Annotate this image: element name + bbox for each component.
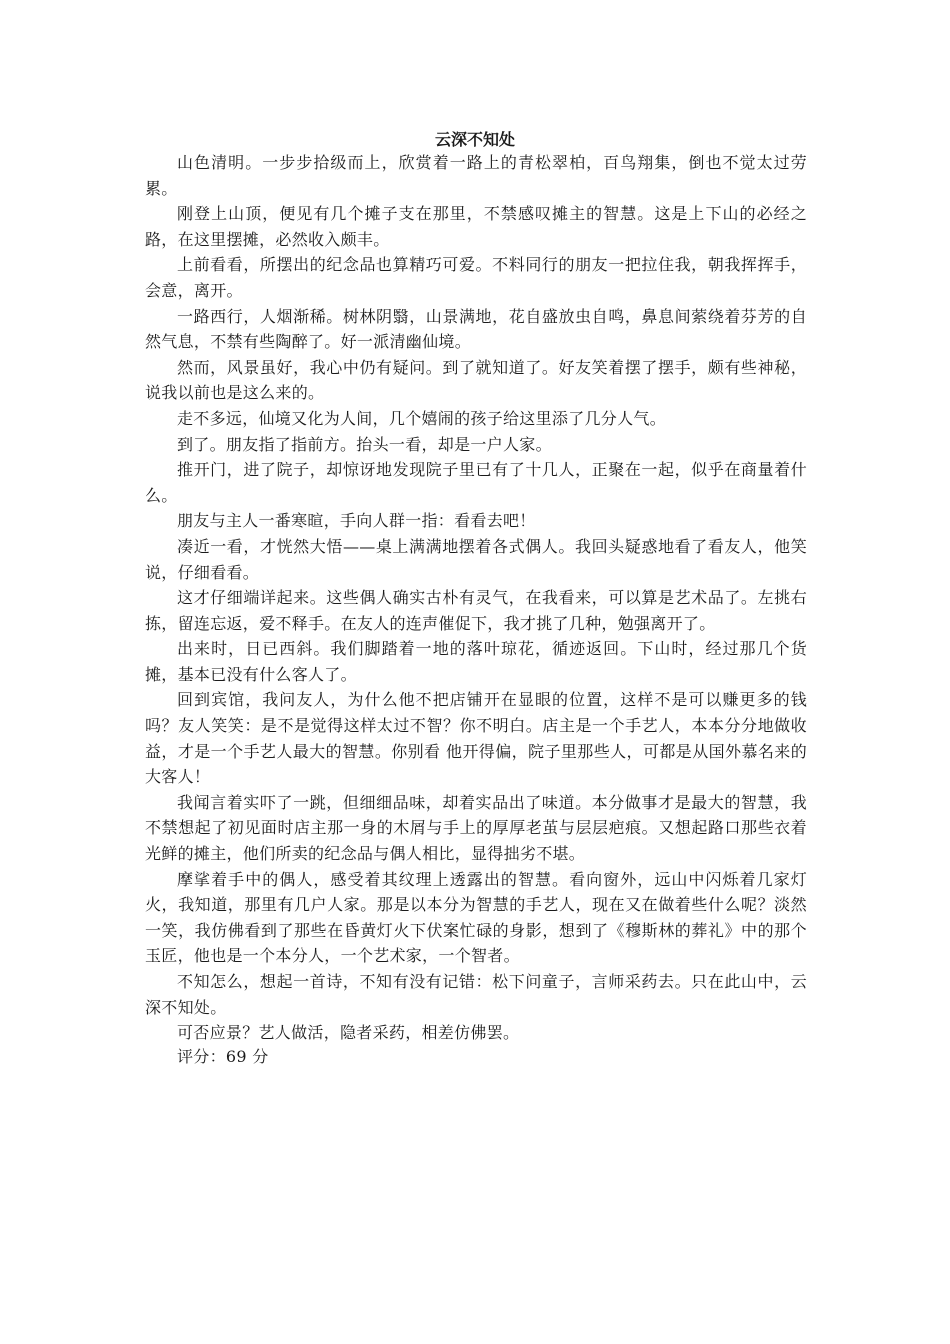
paragraph-11: 这才仔细端详起来。这些偶人确实古朴有灵气，在我看来，可以算是艺术品了。左挑右拣，留连忘返，爱不释手。在友人的连声催促下，我才挑了几种，勉强离开了。 (145, 588, 807, 633)
paragraph-1: 山色清明。一步步拾级而上，欣赏着一路上的青松翠柏，百鸟翔集，倒也不觉太过劳累。 (145, 153, 807, 198)
paragraph-17: 可否应景？艺人做活，隐者采药，相差仿佛罢。 (177, 1023, 520, 1043)
paragraph-10: 凑近一看，才恍然大悟——桌上满满地摆着各式偶人。我回头疑惑地看了看友人，他笑说，仔细看看。 (145, 536, 807, 582)
paragraph-6: 走不多远，仙境又化为人间，几个嬉闹的孩子给这里添了几分人气。 (177, 408, 667, 428)
paragraph-2: 刚登上山顶，便见有几个摊子支在那里，不禁感叹摊主的智慧。这是上下山的必经之路，在这里摆摊，必然收入颇丰。 (145, 204, 807, 249)
paragraph-3: 上前看看，所摆出的纪念品也算精巧可爱。不料同行的朋友一把拉住我，朝我挥挥手，会意，离开。 (145, 255, 807, 300)
paragraph-7: 到了。朋友指了指前方。抬头一看，却是一户人家。 (177, 434, 552, 454)
paragraph-4: 一路西行，人烟渐稀。树林阴翳，山景满地，花自盛放虫自鸣，鼻息间萦绕着芬芳的自然气息，不禁有些陶醉了。好一派清幽仙境。 (145, 306, 807, 352)
essay-title: 云深不知处 (434, 130, 515, 149)
score-line: 评分：69 分 (177, 1047, 269, 1066)
paragraph-16: 不知怎么，想起一首诗，不知有没有记错：松下问童子，言师采药去。只在此山中，云深不知处。 (145, 972, 807, 1017)
paragraph-14: 我闻言着实吓了一跳，但细细品味，却着实品出了味道。本分做事才是最大的智慧，我不禁想起了初见面时店主那一身的木屑与手上的厚厚老茧与层层疤痕。又想起路口那些衣着光鲜的摊主，他们所卖的纪念品与偶人相比，显得拙劣不堪。 (145, 792, 807, 864)
paragraph-12: 出来时，日已西斜。我们脚踏着一地的落叶琼花，循迹返回。下山时，经过那几个货摊，基本已没有什么客人了。 (145, 639, 807, 684)
paragraph-15: 摩挲着手中的偶人，感受着其纹理上透露出的智慧。看向窗外，远山中闪烁着几家灯火，我知道，那里有几户人家。那是以本分为智慧的手艺人，现在又在做着些什么呢？淡然一笑，我仿佛看到了那些在昏黄灯火下伏案忙碌的身影，想到了《穆斯林的葬礼》中的那个玉匠，他也是一个本分人，一个艺术家，一个智者。 (145, 869, 807, 966)
paragraph-9: 朋友与主人一番寒暄，手向人群一指：看看去吧！ (177, 511, 536, 531)
essay-body (145, 150, 807, 1046)
paragraph-13: 回到宾馆，我问友人，为什么他不把店铺开在显眼的位置，这样不是可以赚更多的钱吗？友人笑笑：是不是觉得这样太过不智？你不明白。店主是一个手艺人，本本分分地做收益，才是一个手艺人最大的智慧。你别看 他开得偏，院子里那些人，可都是从国外慕名来的大客人！ (145, 690, 807, 787)
paragraph-8: 推开门，进了院子，却惊讶地发现院子里已有了十几人，正聚在一起，似乎在商量着什么。 (145, 460, 807, 505)
paragraph-5: 然而，风景虽好，我心中仍有疑问。到了就知道了。好友笑着摆了摆手，颇有些神秘，说我以前也是这么来的。 (145, 357, 807, 403)
